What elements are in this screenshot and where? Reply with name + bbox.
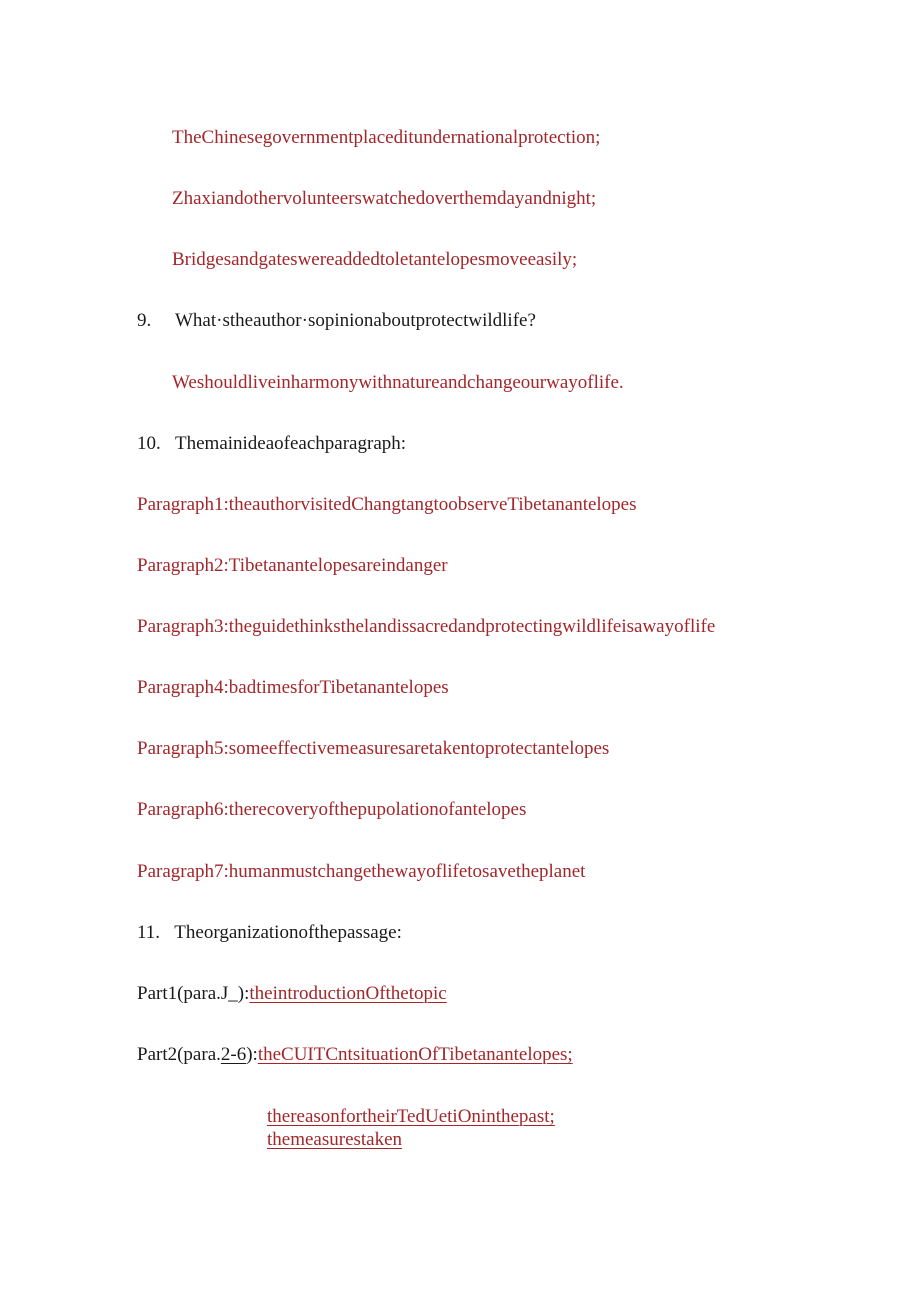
part2-label: Part2(para. <box>137 1044 221 1065</box>
paragraph-idea: Paragraph5:someeffectivemeasuresaretakentoprotectantelopes <box>137 738 610 759</box>
paragraph-idea: Paragraph7:humanmustchangethewayoflifetosavetheplanet <box>137 861 586 882</box>
question-text: Theorganizationofthepassage: <box>174 922 402 943</box>
part2-line <box>137 1043 573 1067</box>
q9-answer: Weshouldliveinharmonywithnatureandchangeourwayoflife. <box>172 372 624 393</box>
question-10 <box>137 432 406 456</box>
q8-answer-line: Zhaxiandothervolunteerswatchedoverthemdayandnight; <box>172 188 597 209</box>
paragraph-idea: Paragraph4:badtimesforTibetanantelopes <box>137 677 449 698</box>
question-9 <box>137 309 536 333</box>
paragraph-idea: Paragraph1:theauthorvisitedChangtangtoobserveTibetanantelopes <box>137 494 637 515</box>
q8-answer-line: TheChinesegovernmentplaceditundernationalprotection; <box>172 127 601 148</box>
question-number: 10. <box>137 433 161 454</box>
paragraph-idea: Paragraph6:therecoveryofthepupolationofantelopes <box>137 799 527 820</box>
part2-range: 2-6 <box>220 1044 247 1065</box>
part2-answer: theCUITCntsituationOfTibetanantelopes; <box>257 1044 573 1065</box>
question-text: Themainideaofeachparagraph: <box>175 433 407 454</box>
part2-label-close: ): <box>246 1044 258 1065</box>
part2-answer-line: themeasurestaken <box>267 1129 403 1150</box>
question-text: What·stheauthor·sopinionaboutprotectwildlife? <box>175 310 536 331</box>
paragraph-idea: Paragraph2:Tibetanantelopesareindanger <box>137 555 448 576</box>
q8-answer-line: Bridgesandgateswereaddedtoletantelopesmoveeasily; <box>172 249 578 270</box>
question-number: 11. <box>137 922 161 943</box>
part1-line <box>137 982 447 1006</box>
question-11 <box>137 921 402 945</box>
part1-answer: theintroductionOfthetopic <box>249 983 447 1004</box>
question-number: 9. <box>137 310 152 331</box>
part2-answer-line: thereasonfortheirTedUetiOninthepast; <box>267 1106 555 1127</box>
part1-label: Part1(para.J_): <box>137 983 250 1004</box>
paragraph-idea: Paragraph3:theguidethinksthelandissacredandprotectingwildlifeisawayoflife <box>137 616 716 637</box>
